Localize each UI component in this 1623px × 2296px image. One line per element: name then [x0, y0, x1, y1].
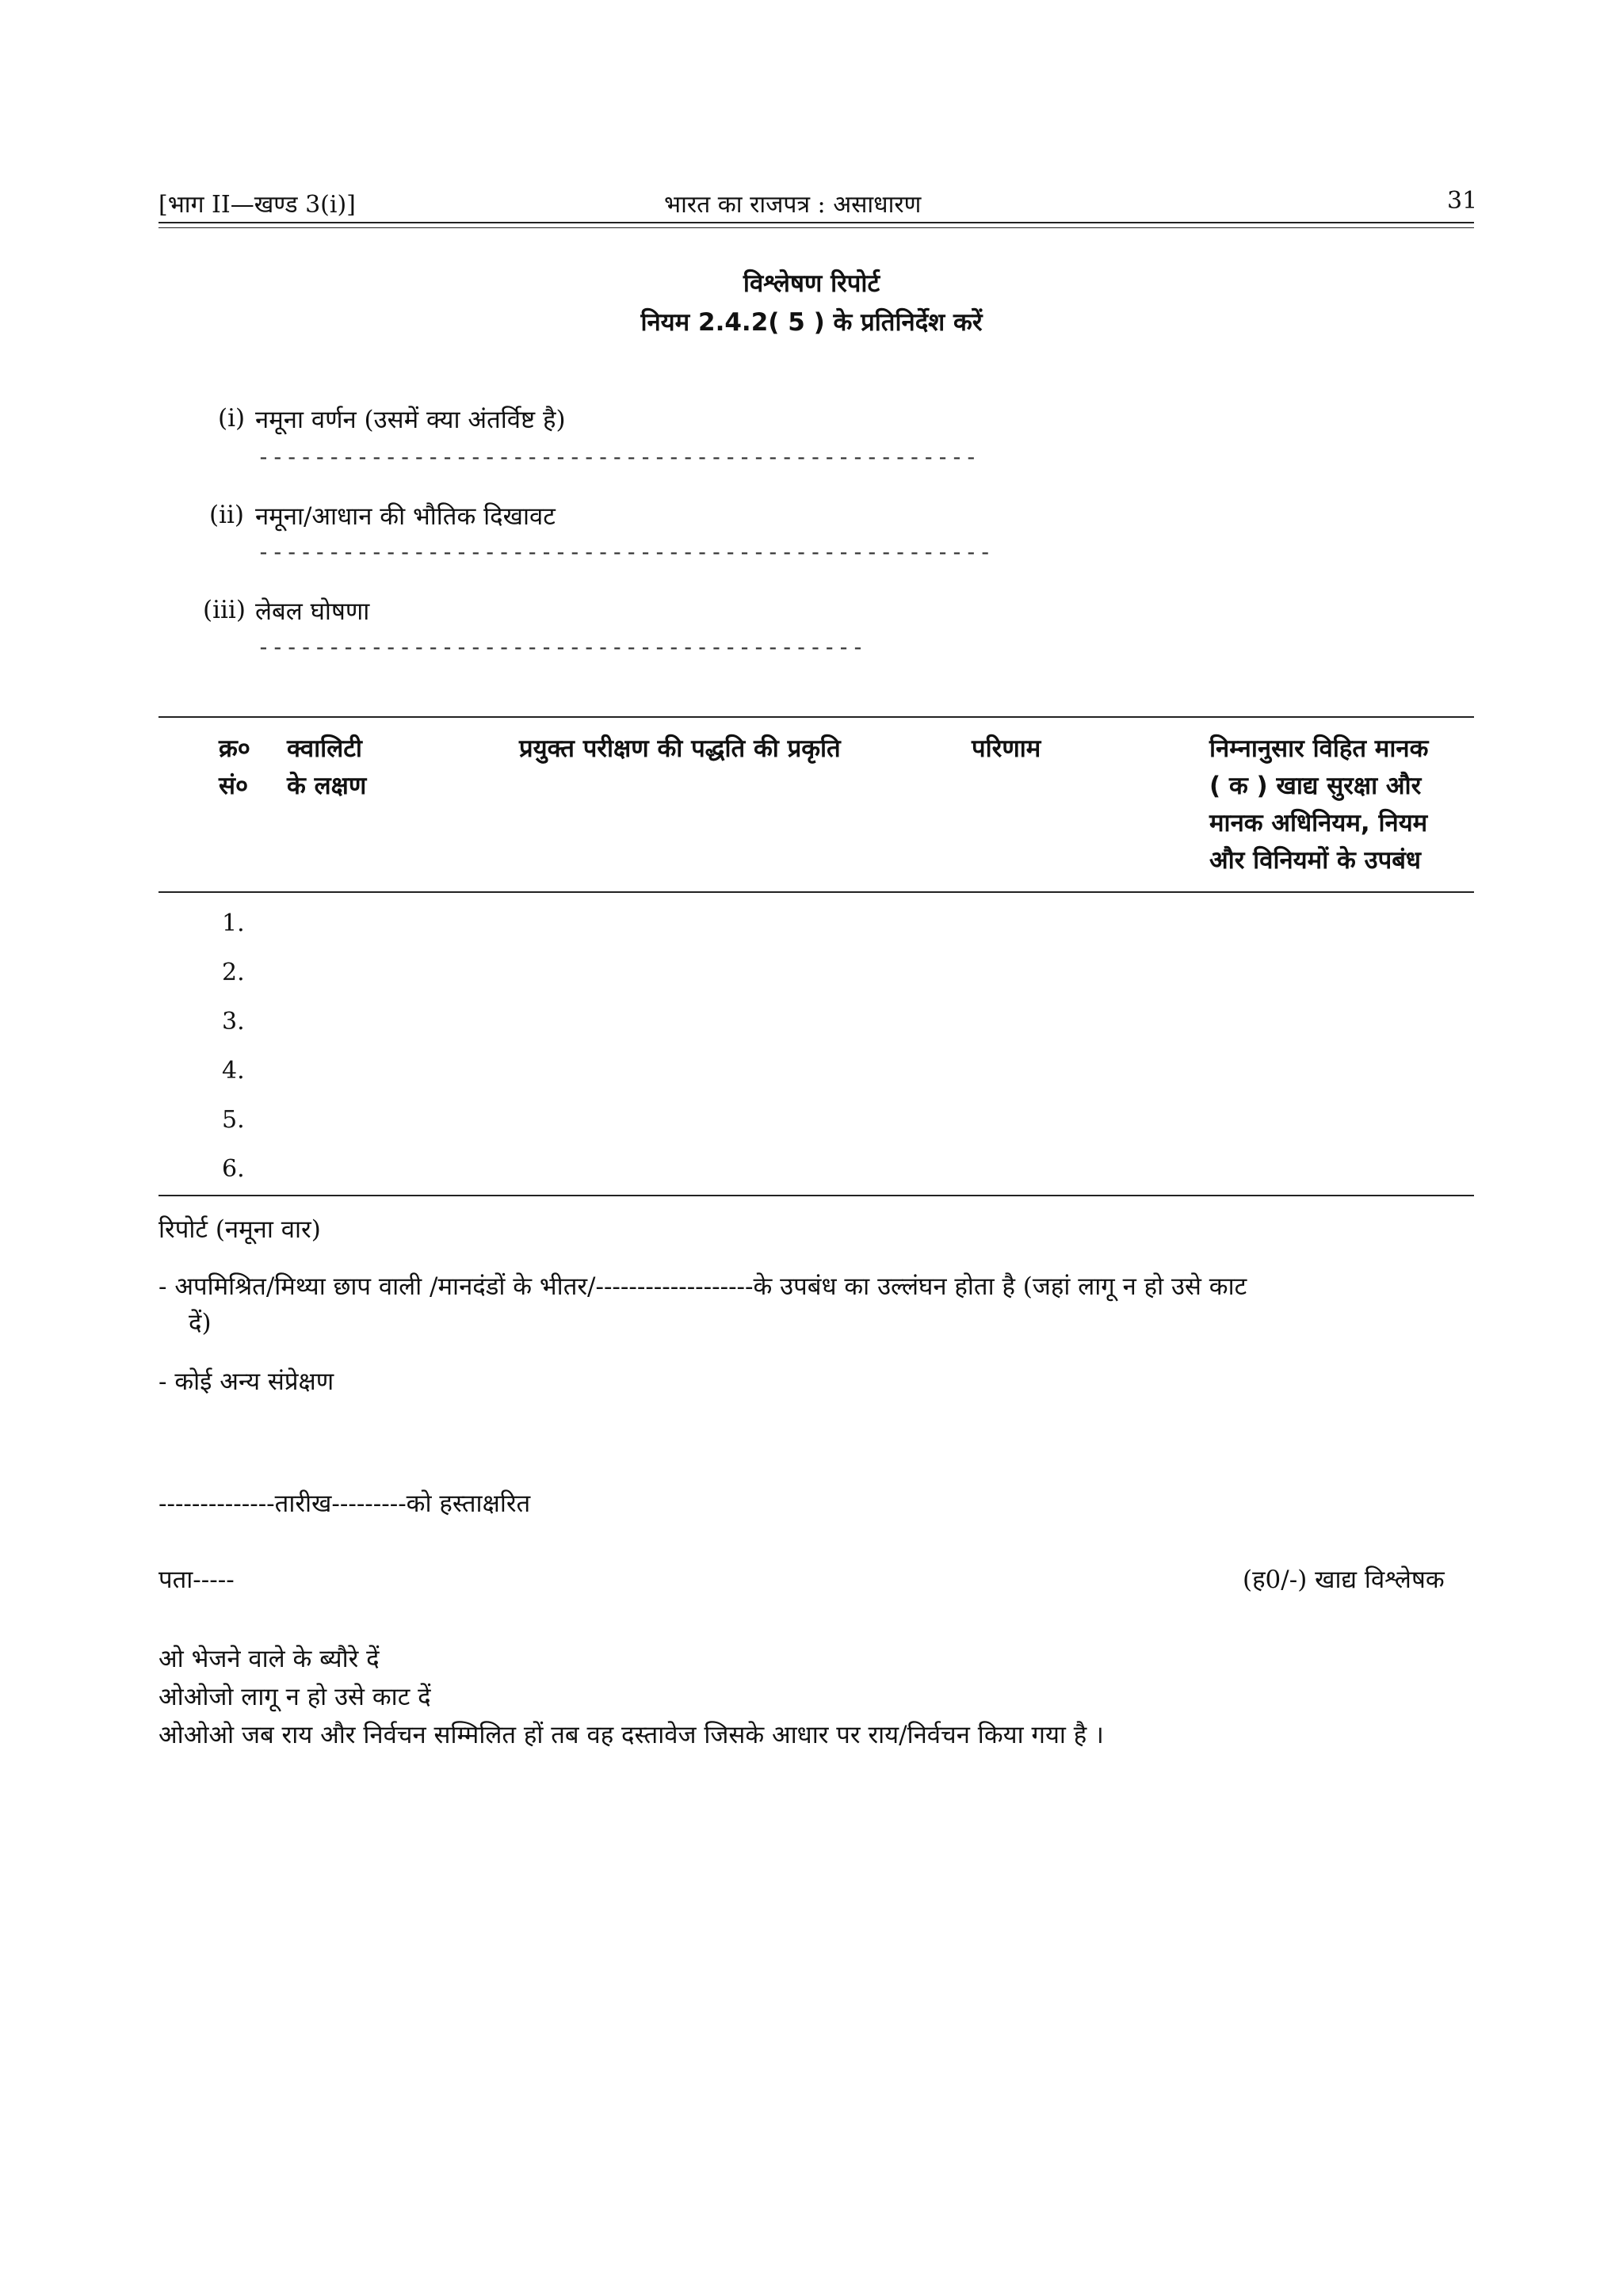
col-test-method-header: प्रयुक्त परीक्षण की पद्धति की प्रकृति: [519, 734, 841, 763]
address-line: पता-----: [158, 1566, 235, 1594]
item-blank-1: ---------------------------------------------------: [257, 444, 979, 470]
item-label-2: नमूना/आधान की भौतिक दिखावट: [255, 502, 556, 531]
col-serial-header: क्र० सं०: [219, 734, 250, 800]
item-number-1: (i): [218, 404, 246, 433]
table-row-number: 2.: [222, 959, 245, 986]
header-rule-bottom: [158, 227, 1474, 228]
col-standard-header: निम्नानुसार विहित मानक ( क ) खाद्य सुरक्षा और मानक अधिनियम, नियम और विनियमों के उपबंध: [1209, 734, 1429, 875]
table-row-number: 3.: [222, 1008, 245, 1035]
item-blank-3: -------------------------------------------: [257, 634, 865, 660]
report-bullet-violation: - अपमिश्रित/मिथ्या छाप वाली /मानदंडों के भीतर/-------------------के उपबंध का उल्लंघन होता है (जहां लागू न हो उसे काट: [158, 1272, 1247, 1301]
table-rule-top: [158, 716, 1474, 718]
table-row-number: 5.: [222, 1106, 245, 1134]
item-number-2: (ii): [209, 501, 245, 529]
header-section-label: [भाग II—खण्ड 3(i)]: [158, 191, 356, 219]
page-number: 31: [1447, 187, 1478, 215]
footnote-1: ओ भेजने वाले के ब्यौरे दें: [158, 1645, 380, 1673]
table-header-rule: [158, 891, 1474, 893]
footnote-3: ओओओ जब राय और निर्वचन सम्मिलित हों तब वह दस्तावेज जिसके आधार पर राय/निर्वचन किया गया है ।: [158, 1721, 1104, 1749]
item-blank-2: ----------------------------------------------------: [257, 539, 993, 565]
header-rule-top: [158, 222, 1474, 223]
table-row-number: 4.: [222, 1057, 245, 1085]
col-result-header: परिणाम: [972, 734, 1041, 763]
report-bullet-violation-cont: दें): [189, 1309, 212, 1337]
item-number-3: (iii): [203, 596, 246, 624]
report-bullet-other: - कोई अन्य संप्रेक्षण: [158, 1367, 334, 1396]
table-row-number: 6.: [222, 1155, 245, 1183]
footnote-2: ओओजो लागू न हो उसे काट दें: [158, 1683, 431, 1711]
table-row-number: 1.: [222, 910, 245, 937]
report-subtitle: नियम 2.4.2( 5 ) के प्रतिनिर्देश करें: [640, 308, 983, 337]
signature-date-line: --------------तारीख---------को हस्ताक्षरित: [158, 1489, 531, 1518]
item-label-3: लेबल घोषणा: [255, 597, 370, 626]
col-quality-header: क्वालिटी के लक्षण: [287, 734, 367, 800]
header-gazette-title: भारत का राजपत्र : असाधारण: [664, 191, 922, 219]
report-heading: रिपोर्ट (नमूना वार): [158, 1215, 321, 1244]
table-rule-bottom: [158, 1195, 1474, 1196]
food-analyst-signature: (ह0/-) खाद्य विश्लेषक: [1243, 1566, 1445, 1594]
item-label-1: नमूना वर्णन (उसमें क्या अंतर्विष्ट है): [255, 406, 566, 434]
report-title: विश्लेषण रिपोर्ट: [743, 269, 880, 298]
